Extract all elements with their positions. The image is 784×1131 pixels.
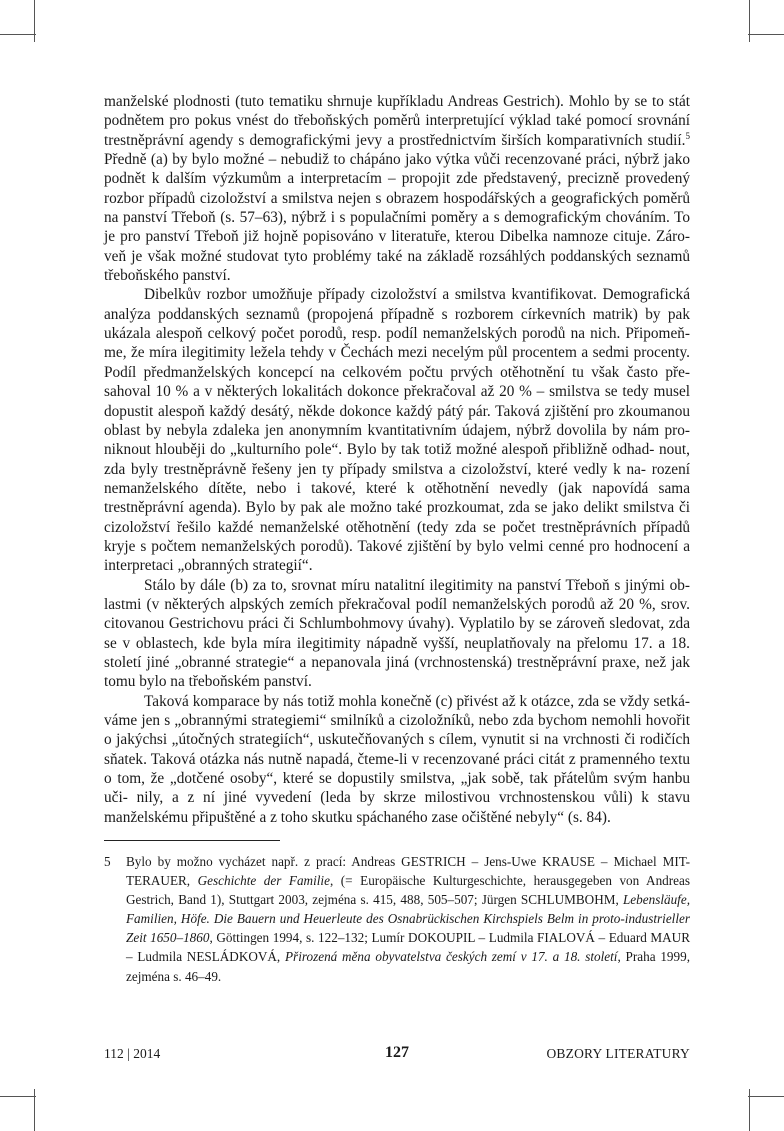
text-line: podnět k dalším výzkumům a interpretacím – propojit zde představený, precizně provedený xyxy=(104,170,690,188)
footnote-5 xyxy=(104,852,690,986)
text-line: rození nemanželského dítěte, nebo i takové, které k otěhotnění nevedly (jak napovídá sama xyxy=(104,460,690,497)
text-line: Podíl předmanželských koncepcí na celkovém počtu prvých otěhotnění tu však často pře- xyxy=(104,363,690,381)
footnote-separator xyxy=(104,840,280,841)
text-line: veň je však možné studovat tyto problémy také na základě rozsáhlých poddanských seznamů xyxy=(104,247,690,265)
text-line: Stálo by dále (b) za to, srovnat míru natalitní ilegitimity na panství Třeboň s jinými ob- xyxy=(144,576,690,594)
text-line: manželské plodnosti (tuto tematiku shrnuje kupříkladu Andreas Gestrich). Mohlo by se to stát xyxy=(104,93,690,110)
text-line: podnětem pro pokus vnést do třeboňských poměrů interpretující výklad také pomocí srovnání xyxy=(104,112,690,130)
footnote-number: 5 xyxy=(104,854,111,869)
paragraph xyxy=(104,576,690,692)
text-line: analýza poddanských seznamů (propojená případně s rozborem církevních matrik) by pak xyxy=(104,305,690,323)
text-line: kryje s počtem nemanželských porodů). Takové zjištění by bylo velmi cenné pro hodnocení xyxy=(104,537,679,555)
journal-title: OBZORY LITERATURY xyxy=(546,1046,690,1061)
footnote-segment: , Göttingen 1994, s. 122–132; Lumír DOKOUPIL – Ludmila FIALOVÁ – Eduard MAUR – Ludmila NESLÁDKOVÁ, xyxy=(126,930,690,965)
footnote-segment: Bylo by možno vycházet např. z prací: Andreas GESTRICH – Jens-Uwe KRAUSE – Michael MIT-TERAUER, xyxy=(126,854,690,889)
text-line: o jakýchsi „útočných strategiích“, uskutečňovaných s cílem, vynutit si na vrchnosti či rodičích xyxy=(104,731,690,749)
text-line: Taková komparace by nás totiž mohla konečně (c) přivést až k otázce, zda se vždy setká- xyxy=(144,692,690,710)
article-body xyxy=(104,92,690,827)
text-line: v oblastech, kde byla míra ilegitimity nápadně vyšší, neuplatňovaly na přelomu 17. a 18. století xyxy=(104,634,690,671)
text-line: oblast by nebyla zdaleka jen anonymním kvantitativním údajem, nýbrž dovolila by nám pro- xyxy=(104,421,690,439)
text-line: niknout hlouběji do „kulturního pole“. Bylo by tak totiž možné alespoň přibližně odhad- xyxy=(104,441,655,459)
text-line: bylo na třeboňském panství. xyxy=(139,673,312,691)
text-line: na panství Třeboň (s. 57–63), nýbrž i s populačními poměry a s demografickým chováním. To xyxy=(104,209,690,227)
text-line: třeboňského panství. xyxy=(104,267,231,285)
crop-mark-top-right xyxy=(749,0,750,42)
crop-mark-top-left xyxy=(34,0,35,42)
text-line: citovanou Gestrichovu práci či Schlumbohmovy úvahy). Vyplatilo by se zároveň sledovat, zda se xyxy=(104,615,690,652)
footnote-text xyxy=(126,852,690,986)
cited-title: Geschichte der Familie xyxy=(197,873,330,889)
crop-mark-right-lower xyxy=(748,1096,784,1097)
paragraph xyxy=(104,92,690,285)
text-line: nout, zda byly trestněprávně řešeny jen ty případy smilstva a cizoložství, které vedly k na- xyxy=(104,441,690,478)
text-line: dopustit alespoň každý desátý, někde dokonce každý pátý pár. Taková zjištění pro zkoumanou xyxy=(104,402,690,420)
text-line: o tom, že „dotčené osoby“, které se dopustily smilstva, „jak sobě, tak přátelům svým hanbu uči- xyxy=(104,770,690,807)
text-line: sňatek. Taková otázka nás nutně napadá, čteme-li v recenzované práci citát z pramenného textu xyxy=(104,750,690,768)
crop-mark-left-lower xyxy=(0,1096,36,1097)
page-footer xyxy=(104,1044,690,1066)
text-line: a interpretaci „obranných strategií“. xyxy=(104,537,691,575)
text-line: nily, a z ní jiné vyvedení (leda by skrze milostivou vrchnostenskou vůli) k stavu manželskému xyxy=(104,789,690,826)
crop-mark-right-upper xyxy=(748,34,784,35)
text-line: je pro panství Třeboň již hojně popisováno v literatuře, kterou Dibelka namnoze cituje. Záro- xyxy=(104,228,690,246)
cited-title: Lebensläufe, Familien, Höfe. Die Bauern und Heuerleute des Osnabrückischen Kirchspiels Belm in proto-industrieller Zeit 1650–1860 xyxy=(126,892,690,946)
text-line: trestněprávní agenda). Bylo by pak ale možno také prozkoumat, zda se jako delikt smilstva či xyxy=(104,499,690,517)
paragraph xyxy=(104,285,690,575)
cited-title: Přirozená měna obyvatelstva českých zemí v 17. a 18. století xyxy=(285,949,618,965)
crop-mark-left-upper xyxy=(0,34,36,35)
text-line: váme jen s „obrannými strategiemi“ smilníků a cizoložníků, nebo zda bychom nemohli hovořit xyxy=(104,712,690,729)
text-line: me, že míra ilegitimity ležela tehdy v Čechách mezi necelým půl procentem a sedmi procenty. xyxy=(104,344,690,362)
paragraph xyxy=(104,692,690,827)
text-line: Dibelkův rozbor umožňuje případy cizoložství a smilstva kvantifikovat. Demografická xyxy=(144,286,690,304)
text-line: jiné „obranné strategie“ a nepanovala jiná (vrchnostenská) trestněprávní praxe, než jak tomu xyxy=(104,653,690,691)
text-line: ukázala alespoň celkový počet porodů, resp. podíl nemanželských porodů na nich. Připomeň- xyxy=(104,325,690,343)
text-line: cizoložství řešilo každé nemanželské otěhotnění (tedy zda se počet trestněprávních případů xyxy=(104,518,690,536)
text-line: Předně (a) by bylo možné – nebudiž to chápáno jako výtka vůči recenzované práci, nýbrž jako xyxy=(104,151,690,169)
text-line: rozbor případů cizoložství a smilstva nejen s obrazem hospodářských a geografických poměrů xyxy=(104,189,690,207)
text-line: lastmi (v některých alpských zemích překračoval podíl nemanželských porodů až 20 %, srov. xyxy=(104,595,690,613)
text-line: připuštěné a z toho skutku spáchaného zase očištěné nebyly“ (s. 84). xyxy=(191,808,611,826)
journal-issue: 112 | 2014 xyxy=(104,1046,161,1061)
footnote-segment: , (= Europäische Kulturgeschichte, herausgegeben von Andreas Gestrich, Band 1), Stuttgart 2003, zejména s. 415, 488, 505–507; Jürgen SCHLUMBOHM, xyxy=(126,873,691,908)
page-number: 127 xyxy=(385,1044,409,1061)
text-line: trestněprávní agendy s demografickými jevy a prostřednictvím širších komparativních studií. xyxy=(104,131,686,149)
footnote-segment: , Praha 1999, zejména s. 46–49. xyxy=(126,949,690,984)
text-line: sahoval 10 % a v některých lokalitách dokonce překračoval až 20 % – smilstva se tedy musel xyxy=(104,383,690,401)
footnote-reference[interactable]: 5 xyxy=(685,130,690,141)
